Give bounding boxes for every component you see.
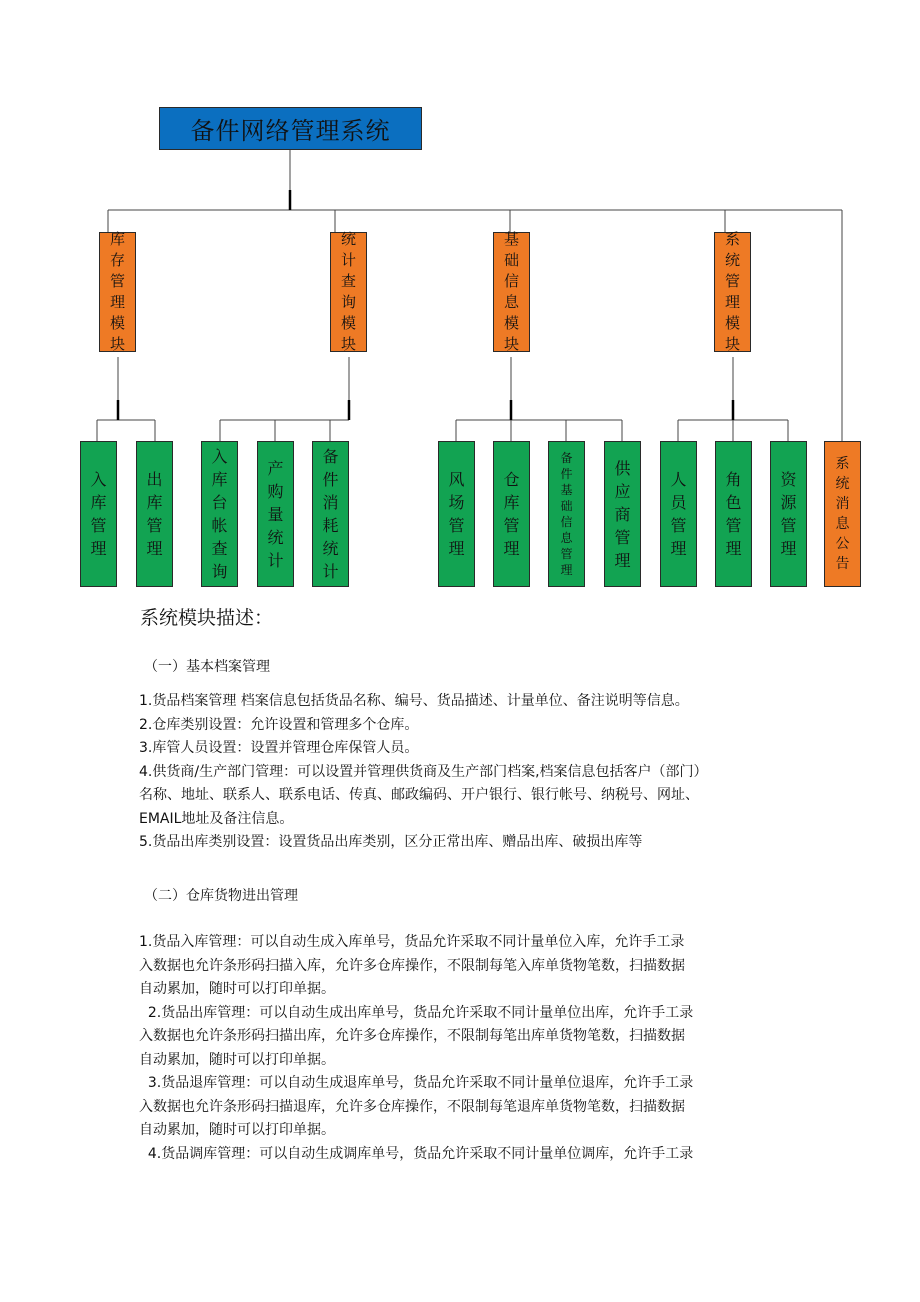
leaf-notice: [824, 441, 861, 587]
leaf-warehouse: [493, 441, 530, 587]
leaf-inbound-ledger: [201, 441, 238, 587]
module-system: [714, 232, 751, 352]
text-line: 4.货品调库管理：可以自动生成调库单号，货品允许采取不同计量单位调库，允许手工录: [139, 1145, 694, 1162]
leaf-label: 出库管理: [146, 470, 163, 558]
leaf-label: 供应商管理: [614, 458, 631, 570]
leaf-personnel: [660, 441, 697, 587]
text-line: 2.仓库类别设置：允许设置和管理多个仓库。: [139, 716, 419, 733]
text-line: 名称、地址、联系人、联系电话、传真、邮政编码、开户银行、银行帐号、纳税号、网址、: [139, 787, 699, 803]
module-label: 库存管理模块: [110, 230, 126, 353]
section2-title: （二）仓库货物进出管理: [144, 888, 298, 904]
module-label: 基础信息模块: [504, 230, 520, 353]
module-label: 系统管理模块: [725, 230, 741, 353]
section2-body: [139, 931, 693, 1166]
section1-body: [139, 690, 708, 855]
leaf-supplier: [604, 441, 641, 587]
leaf-label: 备件基础信息管理: [560, 451, 573, 577]
leaf-label: 人员管理: [670, 470, 687, 558]
text-line: EMAIL地址及备注信息。: [139, 810, 294, 827]
text-line: 1.货品档案管理 档案信息包括货品名称、编号、货品描述、计量单位、备注说明等信息。: [139, 693, 689, 709]
text-line: 3.库管人员设置：设置并管理仓库保管人员。: [139, 740, 419, 756]
leaf-label: 入库管理: [90, 470, 107, 558]
leaf-consumption-stats: [312, 441, 349, 587]
leaf-label: 风场管理: [448, 470, 465, 558]
leaf-role: [715, 441, 752, 587]
leaf-purchase-stats: [257, 441, 294, 587]
leaf-label: 资源管理: [780, 470, 797, 558]
text-line: 2.货品出库管理：可以自动生成出库单号，货品允许采取不同计量单位出库，允许手工录: [139, 1004, 694, 1021]
text-line: 入数据也允许条形码扫描入库，允许多仓库操作，不限制每笔入库单货物笔数，扫描数据: [139, 957, 685, 974]
section-heading: 系统模块描述：: [140, 607, 274, 629]
leaf-label: 角色管理: [725, 470, 742, 558]
module-base: [493, 232, 530, 352]
leaf-resource: [770, 441, 807, 587]
leaf-inbound: [80, 441, 117, 587]
text-line: 1.货品入库管理：可以自动生成入库单号，货品允许采取不同计量单位入库，允许手工录: [139, 934, 685, 950]
module-inventory: [99, 232, 136, 352]
text-line: 自动累加，随时可以打印单据。: [139, 1051, 335, 1068]
leaf-outbound: [136, 441, 173, 587]
text-line: 自动累加，随时可以打印单据。: [139, 981, 335, 997]
leaf-label: 系统消息公告: [835, 456, 850, 572]
leaf-windfarm: [438, 441, 475, 587]
text-line: 3.货品退库管理：可以自动生成退库单号，货品允许采取不同计量单位退库，允许手工录: [139, 1075, 694, 1091]
module-label: 统计查询模块: [341, 230, 357, 353]
leaf-label: 仓库管理: [503, 470, 520, 558]
section1-title: （一）基本档案管理: [144, 659, 270, 675]
text-line: 自动累加，随时可以打印单据。: [139, 1122, 335, 1138]
module-stats: [330, 232, 367, 352]
leaf-label: 入库台帐查询: [211, 447, 228, 581]
leaf-parts-info: [548, 441, 585, 587]
text-line: 入数据也允许条形码扫描出库，允许多仓库操作，不限制每笔出库单货物笔数，扫描数据: [139, 1028, 685, 1044]
text-line: 5.货品出库类别设置：设置货品出库类别，区分正常出库、赠品出库、破损出库等: [139, 834, 643, 850]
leaf-label: 产购量统计: [267, 458, 284, 570]
leaf-label: 备件消耗统计: [322, 447, 339, 581]
root-label: 备件网络管理系统: [190, 117, 391, 145]
text-line: 入数据也允许条形码扫描退库，允许多仓库操作，不限制每笔退库单货物笔数，扫描数据: [139, 1098, 685, 1115]
text-line: 4.供货商/生产部门管理：可以设置并管理供货商及生产部门档案,档案信息包括客户（部门）: [139, 763, 708, 780]
root-node: [159, 107, 422, 150]
